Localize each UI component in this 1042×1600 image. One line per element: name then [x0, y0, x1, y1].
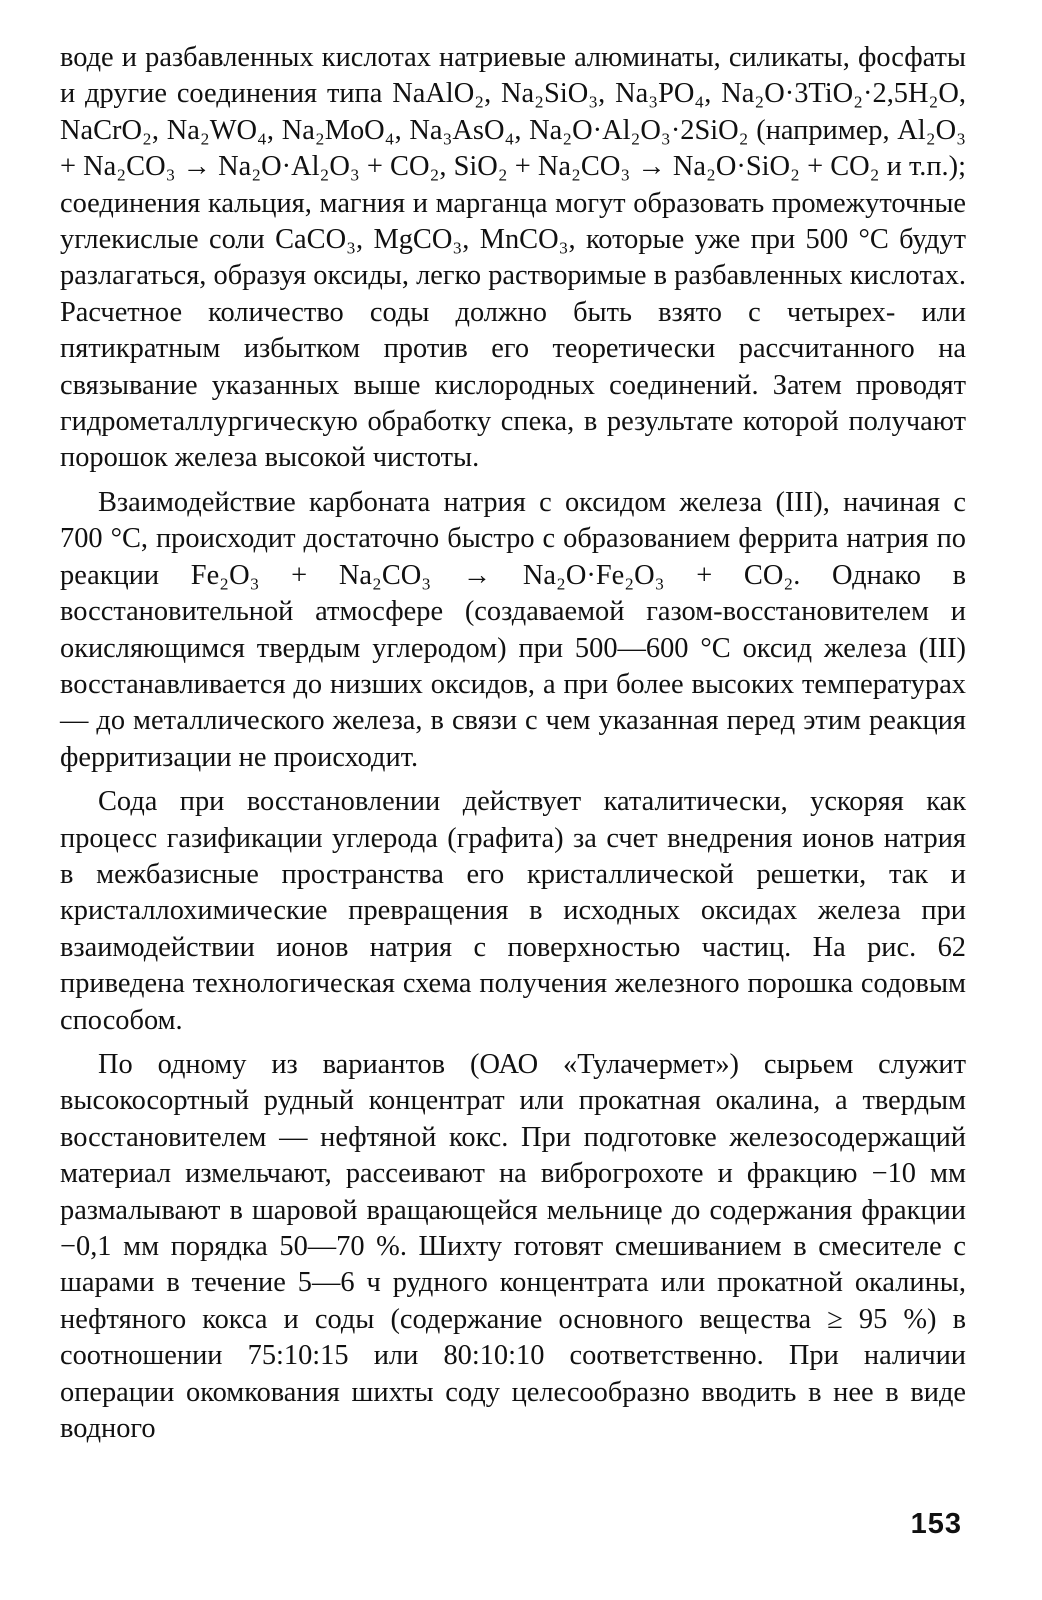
page-body [60, 40, 966, 1447]
paragraph-4: По одному из вариантов (ОАО «Тулачермет») сырьем служит высокосортный рудный концентрат или прокатная окалина, а твердым восстановителем — нефтяной кокс. При подготовке железосодержащий материал измельчают, рассеивают на виброгрохоте и фракцию −10 мм размалывают в шаровой вращающейся мельнице до содержания фракции −0,1 мм порядка 50—70 %. Шихту готовят смешиванием в смесителе с шарами в течение 5—6 ч рудного концентрата или прокатной окалины, нефтяного кокса и соды (содержание основного вещества ≥ 95 %) в соотношении 75:10:15 или 80:10:10 соответственно. При наличии операции окомкования шихты соду целесообразно вводить в нее в виде водного [60, 1048, 966, 1445]
paragraph-1: воде и разбавленных кислотах натриевые алюминаты, силикаты, фосфаты и другие соединения типа NaAlO₂, Na₂SiO₃, Na₃PO₄, Na₂O·3TiO₂·2,5H₂O, NaCrO₂, Na₂WO₄, Na₂MoO₄, Na₃AsO₄, Na₂O·Al₂O₃·2SiO₂ (например, Al₂O₃ + Na₂CO₃ → Na₂O·Al₂O₃ + CO₂, SiO₂ + Na₂CO₃ → Na₂O·SiO₂ + CO₂ и т.п.); соединения кальция, магния и марганца могут образовать промежуточные углекислые соли CaCO₃, MgCO₃, MnCO₃, которые уже при 500 °С будут разлагаться, образуя оксиды, легко растворимые в разбавленных кислотах. Расчетное количество соды должно быть взято с четырех- или пятикратным избытком против его теоретически рассчитанного на связывание указанных выше кислородных соединений. Затем проводят гидрометаллургическую обработку спека, в результате которой получают порошок железа высокой чистоты. [60, 42, 966, 474]
paragraph-2: Взаимодействие карбоната натрия с оксидом железа (III), начиная с 700 °С, происходит достаточно быстро с образованием феррита натрия по реакции Fe₂O₃ + Na₂CO₃ → Na₂O·Fe₂O₃ + CO₂. Однако в восстановительной атмосфере (создаваемой газом-восстановителем и окисляющимся твердым углеродом) при 500—600 °С оксид железа (III) восстанавливается до низших оксидов, а при более высоких температурах — до металлического железа, в связи с чем указанная перед этим реакция ферритизации не происходит. [60, 486, 966, 773]
paragraph-3: Сода при восстановлении действует каталитически, ускоряя как процесс газификации углерода (графита) за счет внедрения ионов натрия в межбазисные пространства его кристаллической решетки, так и кристаллохимические превращения в исходных оксидах железа при взаимодействии ионов натрия с поверхностью частиц. На рис. 62 приведена технологическая схема получения железного порошка содовым способом. [60, 786, 966, 1036]
page-number: 153 [910, 1508, 962, 1540]
